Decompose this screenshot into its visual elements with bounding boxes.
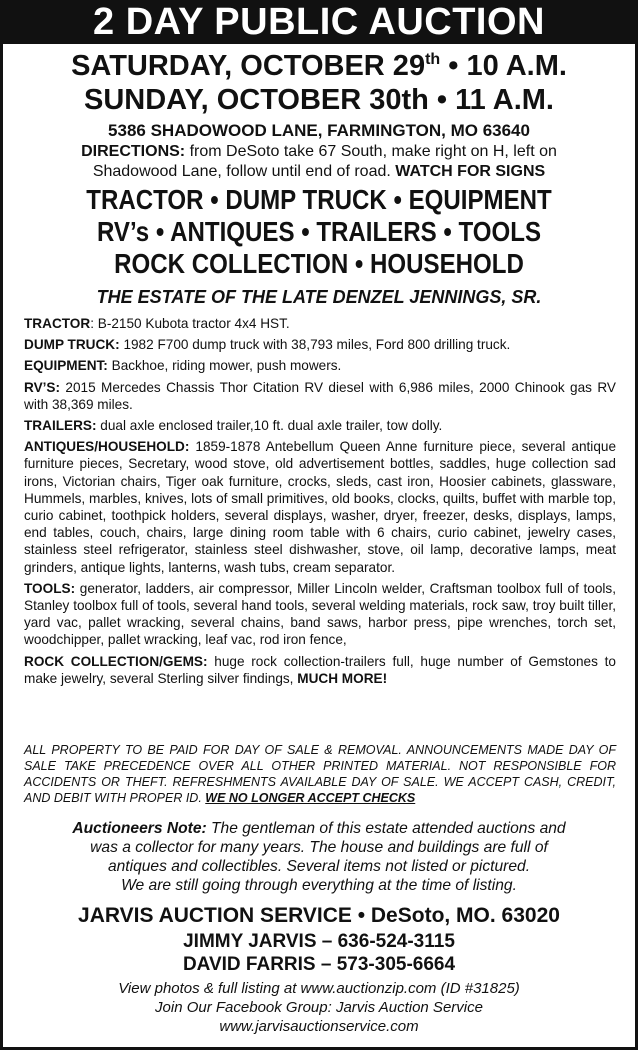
listing-label: RV’S: <box>24 379 61 395</box>
listing-dump-truck <box>24 336 616 353</box>
listing-rvs <box>24 379 616 413</box>
no-checks-notice: WE NO LONGER ACCEPT CHECKS <box>205 791 416 805</box>
website-link[interactable]: www.jarvisauctionservice.com <box>219 1018 419 1035</box>
directions-label: DIRECTIONS: <box>81 143 186 160</box>
listing-label: ROCK COLLECTION/GEMS: <box>24 653 208 669</box>
auction-address: 5386 SHADOWOOD LANE, FARMINGTON, MO 63640 <box>108 121 530 140</box>
listing-text: huge rock collection-trailers full, huge number of Gemstones to make jewelry, several Sterling silver findings, <box>24 653 616 686</box>
much-more: MUCH MORE! <box>297 670 388 686</box>
listing-label: ANTIQUES/HOUSEHOLD: <box>24 439 190 455</box>
listing-label: TRAILERS: <box>24 418 97 434</box>
directions-text-1: from DeSoto take 67 South, make right on H, left on <box>185 143 557 160</box>
company-name: JARVIS AUCTION SERVICE • DeSoto, MO. 63020 <box>78 904 560 927</box>
date-saturday-text: SATURDAY, OCTOBER 29 <box>71 50 426 82</box>
auctionzip-link[interactable]: View photos & full listing at www.auctionzip.com (ID #31825) <box>118 980 520 997</box>
listing-section <box>24 315 616 691</box>
category-line-2: RV’s • ANTIQUES • TRAILERS • TOOLS <box>96 216 542 247</box>
category-line-3: ROCK COLLECTION • HOUSEHOLD <box>114 248 524 279</box>
auctioneer-note-line-4: We are still going through everything at the time of listing. <box>121 877 517 894</box>
directions-text-2: Shadowood Lane, follow until end of road. <box>92 163 396 180</box>
listing-label: TOOLS: <box>24 580 76 596</box>
category-line-1: TRACTOR • DUMP TRUCK • EQUIPMENT <box>86 184 552 215</box>
facebook-group: Join Our Facebook Group: Jarvis Auction Service <box>155 999 483 1016</box>
auctioneer-note-text-1: The gentleman of this estate attended auctions and <box>206 820 566 837</box>
date-saturday <box>0 50 638 82</box>
auction-title-banner: 2 DAY PUBLIC AUCTION <box>0 0 638 44</box>
listing-rock-collection <box>24 653 616 687</box>
listing-text: Backhoe, riding mower, push mowers. <box>111 358 342 374</box>
listing-label: DUMP TRUCK: <box>24 337 120 353</box>
phone-jimmy-jarvis: JIMMY JARVIS – 636-524-3115 <box>183 931 455 952</box>
listing-tractor <box>24 315 616 332</box>
listing-text: B-2150 Kubota tractor 4x4 HST. <box>97 316 290 331</box>
listing-label: EQUIPMENT: <box>24 358 108 374</box>
phone-david-farris: DAVID FARRIS – 573-305-6664 <box>182 954 456 975</box>
listing-antiques-household <box>24 438 616 576</box>
listing-label: TRACTOR <box>24 316 91 331</box>
auctioneer-note-line-1 <box>0 820 638 839</box>
auctioneer-note-line-3: antiques and collectibles. Several items not listed or pictured. <box>107 858 531 875</box>
listing-text: dual axle enclosed trailer,10 ft. dual axle trailer, tow dolly. <box>100 418 443 434</box>
auctioneer-note-line-2: was a collector for many years. The house and buildings are full of <box>90 839 548 856</box>
auctioneer-note-label: Auctioneers Note: <box>72 820 207 837</box>
listing-trailers <box>24 417 616 434</box>
date-saturday-time: • 10 A.M. <box>440 50 567 82</box>
date-sunday: SUNDAY, OCTOBER 30th • 11 A.M. <box>84 84 554 116</box>
listing-text: 1982 F700 dump truck with 38,793 miles, Ford 800 drilling truck. <box>123 337 511 353</box>
date-saturday-suffix: th <box>425 51 441 68</box>
listing-equipment <box>24 357 616 374</box>
listing-text: generator, ladders, air compressor, Miller Lincoln welder, Craftsman toolbox full of tools, Stanley toolbox full of tools, several hand tools, several welding materials, rock saw, troy built tiller, yard vac, pallet wracking, several chains, band saws, harbor press, pipe wrenches, torch set, woodchipper, pallet wracking, leaf vac, rod iron fence, <box>24 580 617 648</box>
terms-of-sale <box>24 742 616 806</box>
listing-sep: : <box>90 316 98 331</box>
directions-line-1 <box>0 142 638 162</box>
listing-tools <box>24 580 616 649</box>
listing-text: 1859-1878 Antebellum Queen Anne furniture piece, several antique furniture pieces, Secretary, wood stove, old advertisement bottles, saddles, huge collection sad irons, Victorian chairs, Tiger oak furniture, crocks, sleds, cast iron, Hoosier cabinets, glassware, Hummels, marbles, knives, lots of small primitives, old books, clocks, quilts, buffet with marble top, curio cabinet, toothpick holders, several displays, washer, dryer, freezer, desks, displays, lamps, end tables, couch, chairs, large dining room table with 6 chairs, curio cabinet, jewelry cases, stainless steel refrigerator, stainless steel dishwasher, stove, oil lamp, decorative lamps, meat grinders, antique lights, lanterns, wash tubs, cream separator. <box>24 439 617 575</box>
terms-text: ALL PROPERTY TO BE PAID FOR DAY OF SALE & REMOVAL. ANNOUNCEMENTS MADE DAY OF SALE TAKE PRECEDENCE OVER ALL OTHER PRINTED MATERIAL. NOT RESPONSIBLE FOR ACCIDENTS OR THEFT. REFRESHMENTS AVAILABLE DAY OF SALE. WE ACCEPT CASH, CREDIT, AND DEBIT WITH PROPER ID. <box>24 743 616 805</box>
listing-text: 2015 Mercedes Chassis Thor Citation RV diesel with 6,986 miles, 2000 Chinook gas RV with 38,369 miles. <box>24 379 616 412</box>
directions-line-2 <box>0 162 638 182</box>
watch-for-signs: WATCH FOR SIGNS <box>395 163 546 180</box>
estate-heading: THE ESTATE OF THE LATE DENZEL JENNINGS, SR. <box>96 287 542 307</box>
